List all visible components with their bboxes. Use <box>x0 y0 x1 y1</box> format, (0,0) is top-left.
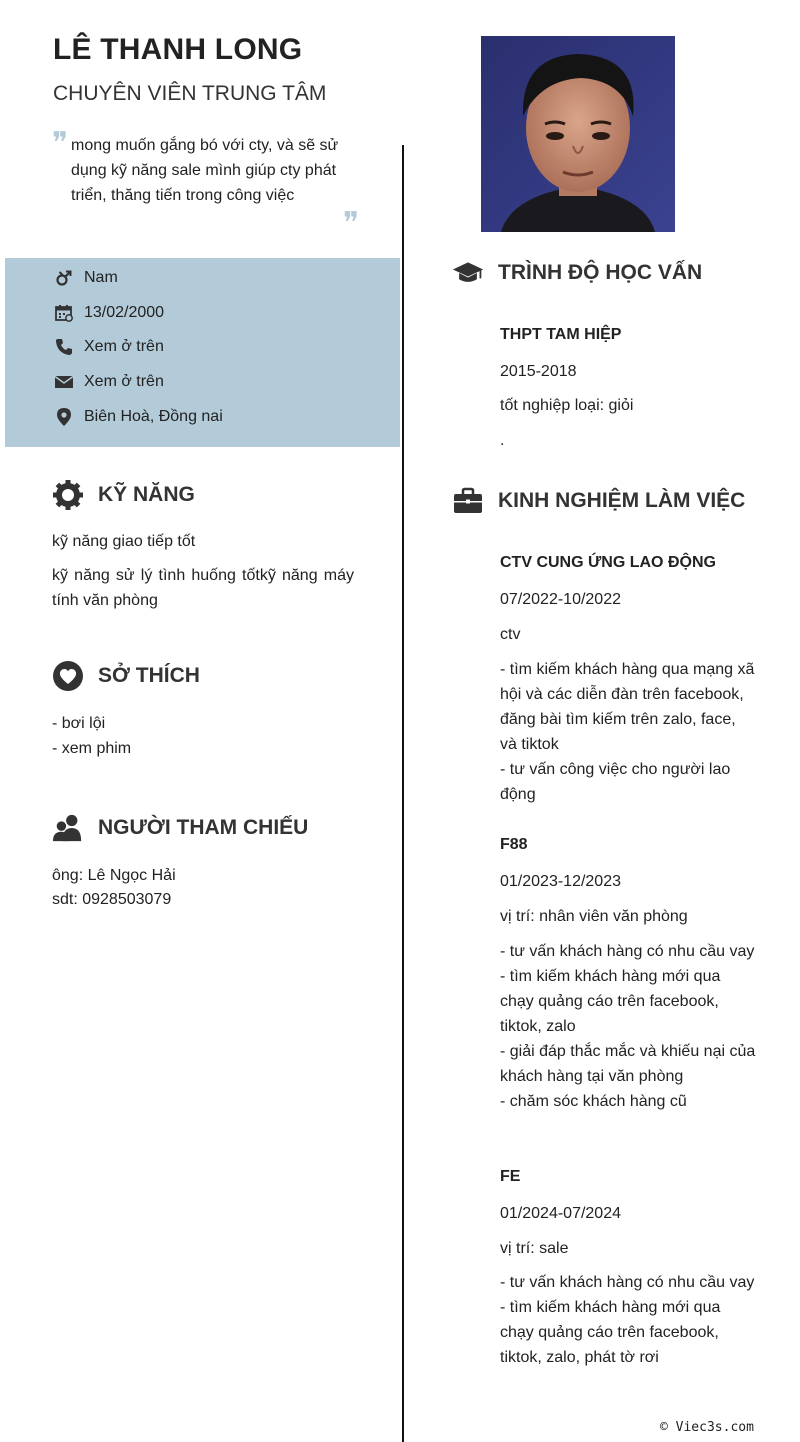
contact-address: Biên Hoà, Đồng nai <box>84 408 223 425</box>
job-description <box>500 1270 756 1370</box>
education-period: 2015-2018 <box>500 363 577 380</box>
hobby-item: - bơi lội <box>52 715 106 732</box>
briefcase-icon <box>452 485 484 517</box>
skills-heading <box>52 479 195 511</box>
candidate-title: CHUYÊN VIÊN TRUNG TÂM <box>53 82 327 105</box>
references-heading <box>52 812 308 844</box>
column-divider <box>402 145 404 1442</box>
contact-birthday: 13/02/2000 <box>84 304 165 321</box>
open-quote-icon: ❞ <box>52 126 69 161</box>
users-icon <box>52 812 84 844</box>
contact-gender: Nam <box>84 269 118 286</box>
location-icon <box>52 405 76 429</box>
job-duty: - tư vấn khách hàng có nhu cầu vay <box>500 943 755 960</box>
job-company: CTV CUNG ỨNG LAO ĐỘNG <box>500 554 716 571</box>
skills-heading-label: KỸ NĂNG <box>98 483 195 506</box>
job-duty: - tư vấn khách hàng có nhu cầu vay <box>500 1274 755 1291</box>
contact-gender-row <box>52 266 118 290</box>
job-period: 01/2023-12/2023 <box>500 873 621 890</box>
job-duty: - tìm kiếm khách hàng mới qua chạy quảng cáo trên facebook, tiktok, zalo, phát tờ rơi <box>500 1299 721 1366</box>
contact-info-panel <box>5 258 400 447</box>
hobbies-heading-label: SỞ THÍCH <box>98 664 200 687</box>
calendar-icon <box>52 301 76 325</box>
contact-phone-row <box>52 335 164 359</box>
education-school: THPT TAM HIỆP <box>500 326 622 343</box>
job-duty: - tư vấn công việc cho người lao động <box>500 761 731 803</box>
reference-name: ông: Lê Ngọc Hải <box>52 867 176 884</box>
close-quote-icon: ❞ <box>343 206 360 241</box>
gender-icon <box>52 266 76 290</box>
experience-heading <box>452 485 745 517</box>
job-period: 07/2022-10/2022 <box>500 591 621 608</box>
reference-phone: sdt: 0928503079 <box>52 891 172 908</box>
watermark-footer: © Viec3s.com <box>660 1420 754 1435</box>
job-duty: - giải đáp thắc mắc và khiếu nại của khách hàng tại văn phòng <box>500 1043 756 1085</box>
phone-icon <box>52 335 76 359</box>
experience-heading-label: KINH NGHIỆM LÀM VIỆC <box>498 489 746 512</box>
gear-icon <box>52 479 84 511</box>
contact-phone: Xem ở trên <box>84 338 164 355</box>
contact-email: Xem ở trên <box>84 373 164 390</box>
contact-address-row <box>52 405 223 429</box>
references-heading-label: NGƯỜI THAM CHIẾU <box>98 816 309 839</box>
job-duty: - tìm kiếm khách hàng mới qua chạy quảng cáo trên facebook, tiktok, zalo <box>500 968 721 1035</box>
skill-item: kỹ năng sử lý tình huống tốtkỹ năng máy tính văn phòng <box>52 567 354 609</box>
job-position: vị trí: nhân viên văn phòng <box>500 908 688 925</box>
mail-icon <box>52 370 76 394</box>
candidate-name: LÊ THANH LONG <box>53 33 303 66</box>
education-heading-label: TRÌNH ĐỘ HỌC VẤN <box>498 261 703 284</box>
education-note: . <box>500 432 505 449</box>
job-company: FE <box>500 1168 521 1185</box>
career-objective: mong muốn gắng bó với cty, và sẽ sử dụng kỹ năng sale mình giúp cty phát triển, thăng tiến trong công việc <box>71 137 339 204</box>
job-company: F88 <box>500 836 528 853</box>
contact-birthday-row <box>52 301 164 325</box>
job-description <box>500 657 756 807</box>
hobby-item: - xem phim <box>52 740 132 757</box>
heart-icon <box>52 660 84 692</box>
profile-photo <box>481 36 675 232</box>
job-position: ctv <box>500 626 521 643</box>
job-period: 01/2024-07/2024 <box>500 1205 621 1222</box>
education-detail: tốt nghiệp loại: giỏi <box>500 397 634 414</box>
job-position: vị trí: sale <box>500 1240 569 1257</box>
graduation-cap-icon <box>452 257 484 289</box>
education-heading <box>452 257 702 289</box>
job-description <box>500 939 756 1114</box>
skill-item: kỹ năng giao tiếp tốt <box>52 533 196 550</box>
job-duty: - chăm sóc khách hàng cũ <box>500 1093 687 1110</box>
hobbies-heading <box>52 660 200 692</box>
contact-email-row <box>52 370 164 394</box>
job-duty: - tìm kiếm khách hàng qua mạng xã hội và các diễn đàn trên facebook, đăng bài tìm kiếm trên zalo, face, và tiktok <box>500 661 755 753</box>
